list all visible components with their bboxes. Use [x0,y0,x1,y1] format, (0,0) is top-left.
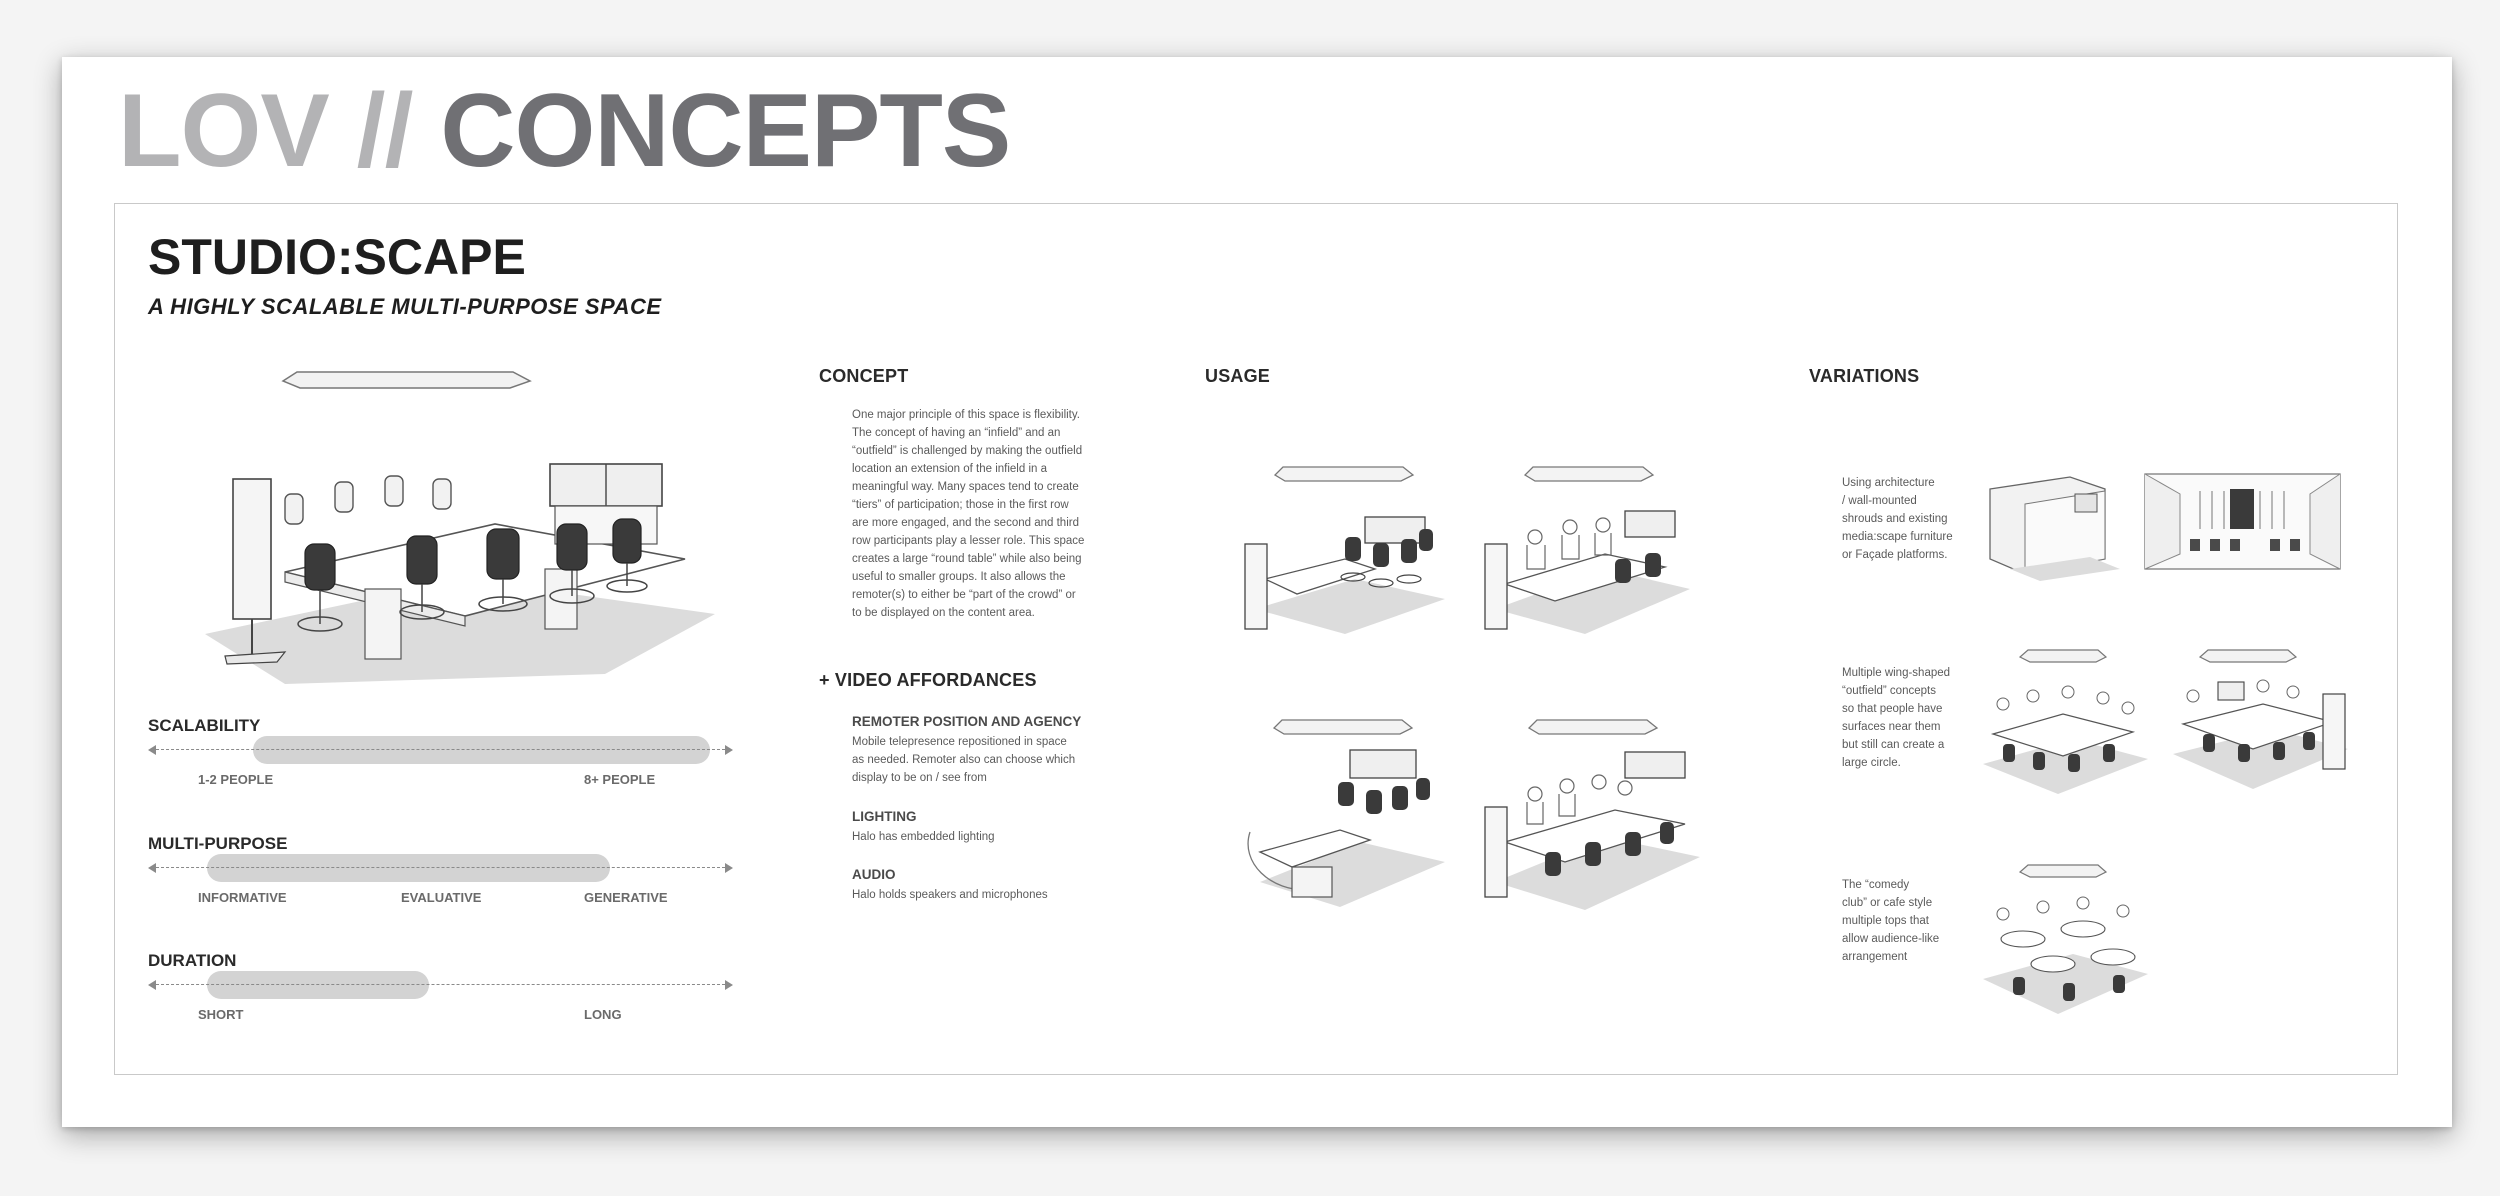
variation-text-3: The “comedy club” or cafe style multiple tops that allow audience-like arrangement [1842,879,1940,963]
arrow-right-icon [725,745,733,755]
chairs-back-row [285,476,451,524]
scale-label-min: 1-2 PEOPLE [198,772,274,787]
usage-illustration-3 [1220,712,1460,912]
usage-heading: USAGE [1205,366,1271,386]
table-base-a [365,589,401,659]
arrow-right-icon [725,863,733,873]
concept-board [62,57,2452,1127]
usage-illustration-2 [1475,459,1705,639]
video-affordances-heading: + VIDEO AFFORDANCES [819,670,1037,690]
page-title-prefix: LOV // [118,73,413,189]
arrow-left-icon [148,863,156,873]
variation-illustration-2a [1973,644,2153,804]
scale-range-bar [207,971,429,999]
studio-subtitle: A HIGHLY SCALABLE MULTI-PURPOSE SPACE [148,294,662,319]
usage-illustration-4 [1475,712,1715,912]
variation-illustration-3 [1973,859,2153,1019]
scale-axis [156,867,725,868]
scale-label-mid: EVALUATIVE [401,890,482,905]
lighting-heading: LIGHTING [852,809,917,824]
lighting-text: Halo has embedded lighting [852,831,995,843]
scalability-scale [148,716,733,786]
scale-axis [156,749,725,750]
remoter-text: Mobile telepresence repositioned in space as needed. Remoter also can choose which display to be on / see from [852,736,1076,784]
scale-range-bar [253,736,709,764]
variation-illustration-1a [1980,469,2130,579]
studio-scape-panel [114,203,2398,1075]
scale-heading: DURATION [148,951,237,970]
scale-axis [156,984,725,985]
arrow-right-icon [725,980,733,990]
scale-range-bar [207,854,611,882]
studio-hero-illustration [165,364,725,684]
concept-text: One major principle of this space is flexibility. The concept of having an “infield” and an “outfield” is challenged by making the outfield location an extension of the infield in a meaningful way. Many spaces tend to create “tiers” of participation; those in the first row are more engaged, and the second and third row participants play a lesser role. This space creates a large “round table” while also being useful to smaller groups. It also allows the remoter(s) to either be “part of the crowd” or to be displayed on the content area. [852,409,1085,619]
page-title-main: CONCEPTS [440,73,1011,189]
halo-shape [283,372,530,388]
variations-heading: VARIATIONS [1809,366,1920,386]
scale-label-max: GENERATIVE [584,890,668,905]
audio-heading: AUDIO [852,867,896,882]
usage-illustration-1 [1235,459,1465,639]
scale-label-max: LONG [584,1007,622,1022]
scale-heading: MULTI-PURPOSE [148,834,288,853]
page-title [118,73,1011,189]
display-stand [233,479,271,619]
scale-label-max: 8+ PEOPLE [584,772,656,787]
variation-illustration-2b [2163,644,2353,804]
arrow-left-icon [148,745,156,755]
duration-scale [148,951,733,1021]
studio-title: STUDIO:SCAPE [148,229,526,285]
audio-text: Halo holds speakers and microphones [852,889,1048,901]
multi-purpose-scale [148,834,733,904]
remoter-heading: REMOTER POSITION AND AGENCY [852,714,1082,729]
scale-label-min: INFORMATIVE [198,890,287,905]
scale-heading: SCALABILITY [148,716,261,735]
arrow-left-icon [148,980,156,990]
variation-text-1: Using architecture / wall-mounted shrouds and existing media:scape furniture or Façade platforms. [1842,477,1953,561]
variation-text-2: Multiple wing-shaped “outfield” concepts so that people have surfaces near them but still can create a large circle. [1842,667,1951,769]
variation-illustration-1b [2140,469,2350,579]
scale-label-min: SHORT [198,1007,244,1022]
concept-heading: CONCEPT [819,366,909,386]
